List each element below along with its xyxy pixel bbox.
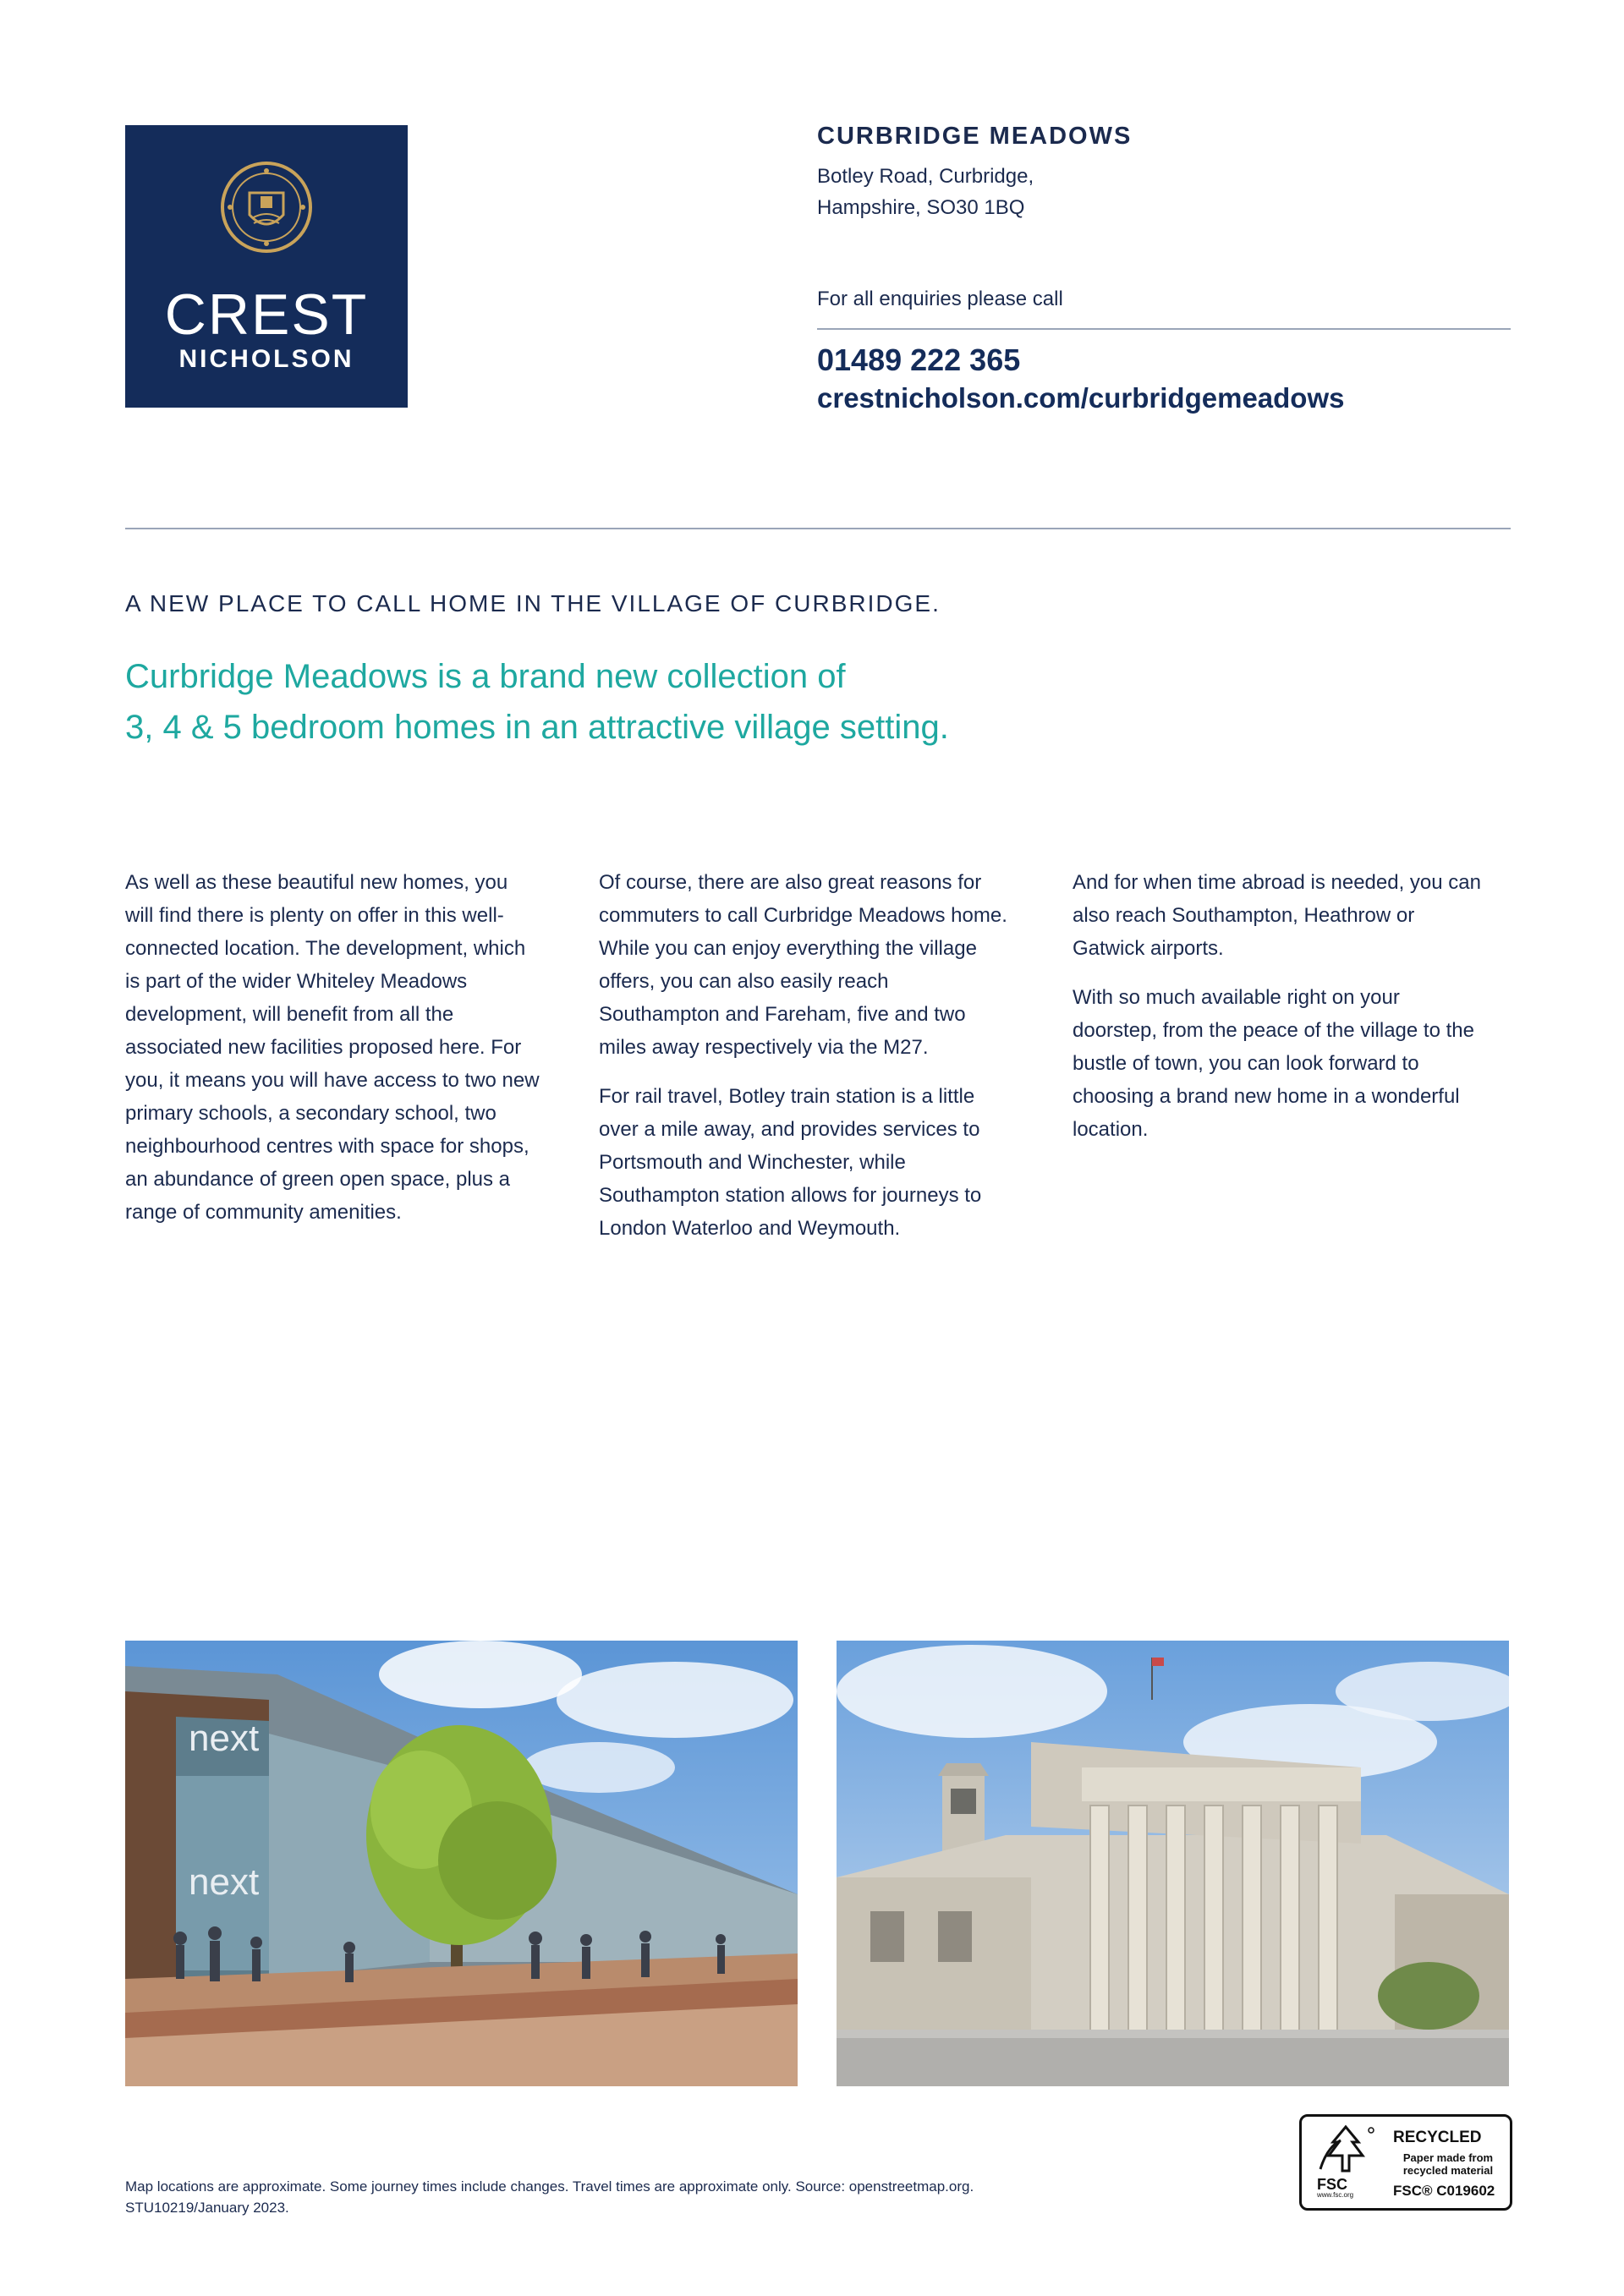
shopping-centre-photo <box>125 1641 798 2086</box>
lede-line-1: Curbridge Meadows is a brand new collection of <box>125 658 846 695</box>
body-column-1 <box>125 866 540 1245</box>
crest-nicholson-logo <box>125 125 408 408</box>
fsc-recycled-badge <box>1299 2114 1512 2211</box>
fsc-word: FSC <box>1317 2176 1347 2193</box>
contact-block <box>817 118 1511 414</box>
shopping-centre-illustration <box>125 1641 798 2086</box>
body-column-2 <box>599 866 1013 1261</box>
address-line-1: Botley Road, Curbridge, <box>817 165 1034 188</box>
next-sign-upper: next <box>189 1718 260 1759</box>
body-paragraph: With so much available right on your doorstep, from the peace of the village to the bustle of town, you can look forward to choosing a brand new home in a wonderful location. <box>1073 986 1474 1141</box>
footer-reference: STU10219/January 2023. <box>125 2200 289 2216</box>
logo-word-nicholson: NICHOLSON <box>178 345 354 373</box>
fsc-subtitle-line-1: Paper made from <box>1402 2151 1494 2164</box>
civic-centre-photo <box>837 1641 1509 2086</box>
phone-number[interactable]: 01489 222 365 <box>817 342 1021 377</box>
footer-disclaimer: Map locations are approximate. Some journey times include changes. Travel times are approximate only. Source: openstreetmap.org. <box>125 2178 974 2195</box>
body-paragraph: And for when time abroad is needed, you can also reach Southampton, Heathrow or Gatwick airports. <box>1073 871 1481 960</box>
next-sign-lower: next <box>189 1861 260 1903</box>
section-kicker: A NEW PLACE TO CALL HOME IN THE VILLAGE OF CURBRIDGE. <box>125 590 941 616</box>
fsc-recycled-title: RECYCLED <box>1393 2129 1482 2146</box>
body-paragraph: For rail travel, Botley train station is a little over a mile away, and provides services to Portsmouth and Winchester, while Southampton station allows for journeys to London Waterloo and Weymouth. <box>599 1085 982 1240</box>
fsc-tree-icon <box>1312 2123 1380 2174</box>
development-name: CURBRIDGE MEADOWS <box>817 123 1133 150</box>
body-paragraph: Of course, there are also great reasons for commuters to call Curbridge Meadows home. While you can enjoy everything the village offers, you can also easily reach Southampton and Fareham, five and two miles away respectively via the M27. <box>599 871 1007 1059</box>
civic-centre-illustration <box>837 1641 1509 2086</box>
fsc-code: FSC® C019602 <box>1393 2183 1495 2199</box>
logo-word-crest: CREST <box>164 282 369 347</box>
header-divider <box>125 528 1511 529</box>
body-paragraph: As well as these beautiful new homes, you will find there is plenty on offer in this well-connected location. The development, which is part of the wider Whiteley Meadows development, will benefit from all the associated new facilities proposed here. For you, it means you will have access to two new primary schools, a secondary school, two neighbourhood centres with space for shops, an abundance of green open space, plus a range of community amenities. <box>125 871 540 1224</box>
website-link[interactable]: crestnicholson.com/curbridgemeadows <box>817 382 1345 414</box>
footer-notes <box>125 2176 974 2218</box>
fsc-url: www.fsc.org <box>1317 2191 1354 2199</box>
contact-divider <box>817 328 1511 330</box>
body-column-3 <box>1073 866 1487 1162</box>
fsc-subtitle <box>1396 2151 1500 2177</box>
crest-seal-icon <box>218 159 315 255</box>
lede-text <box>125 651 1394 753</box>
address-line-2: Hampshire, SO30 1BQ <box>817 196 1025 219</box>
enquiries-label: For all enquiries please call <box>817 288 1063 310</box>
fsc-subtitle-line-2: recycled material <box>1402 2164 1494 2177</box>
lede-line-2: 3, 4 & 5 bedroom homes in an attractive village setting. <box>125 709 949 746</box>
